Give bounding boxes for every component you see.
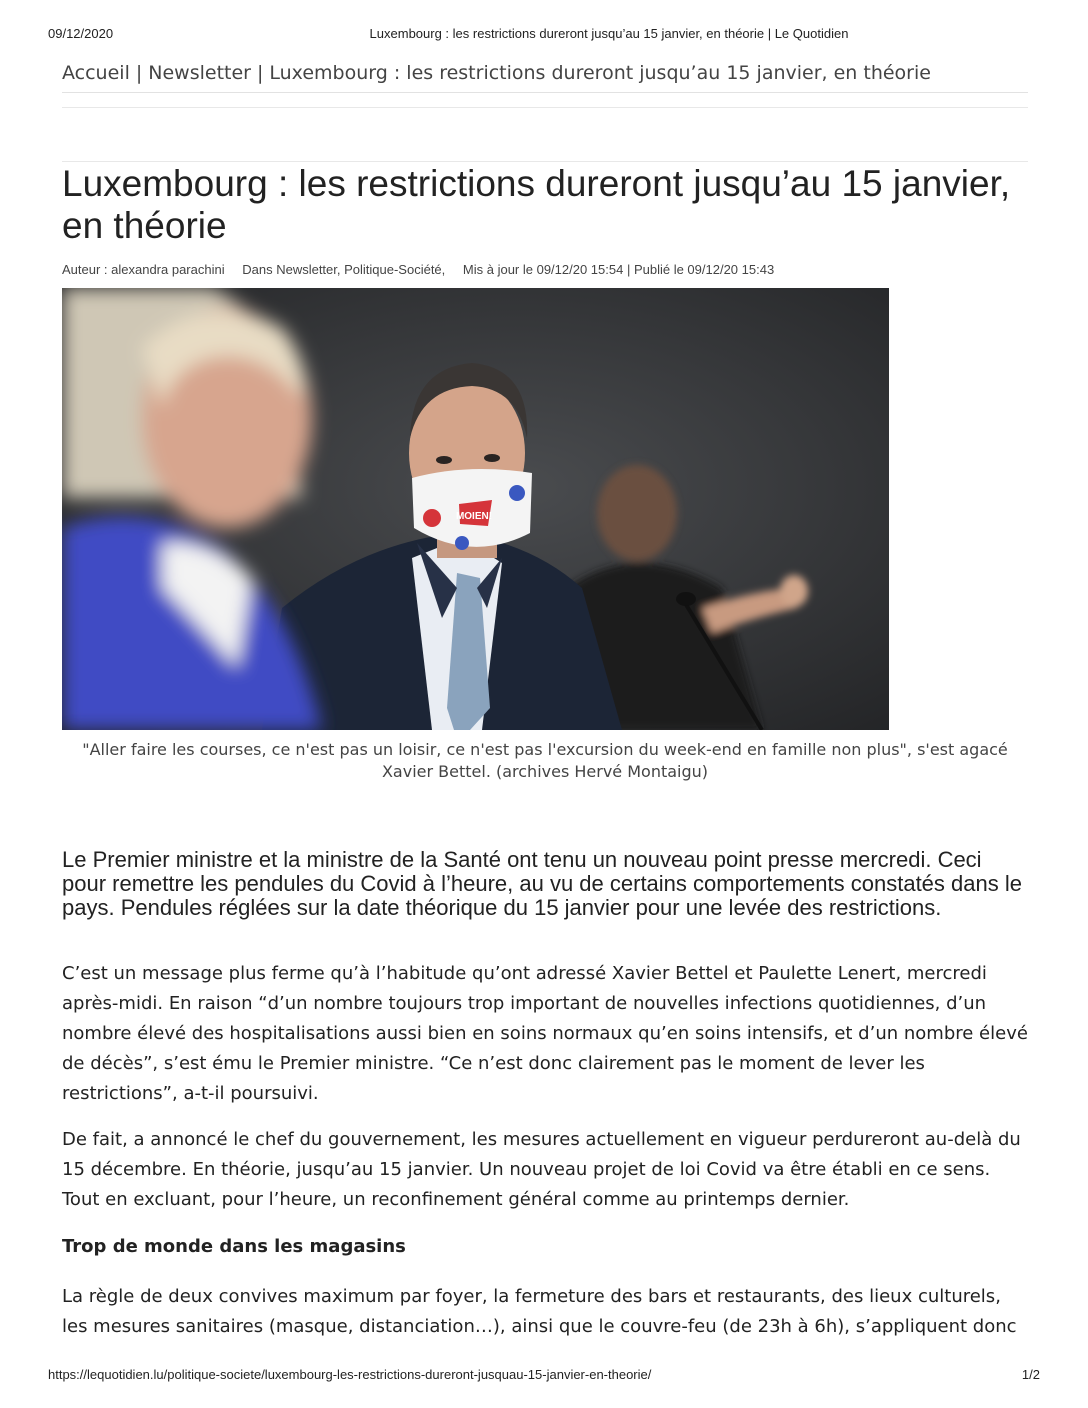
article-paragraph: C’est un message plus ferme qu’à l’habitude qu’ont adressé Xavier Bettel et Paulette Lenert, mercredi après-midi. En raison “d’un nombre toujours trop important de nouvelles infections quotidiennes, d’un nombre élevé des hospitalisations aussi bien en soins normaux qu’en soins intensifs, et d’un nombre élevé de décès”, s’est ému le Premier ministre. “Ce n’est donc clairement pas le moment de lever les restrictions”, a-t-il poursuivi. [62,963,1028,1104]
press-conference-photo [62,288,889,730]
breadcrumb-separator: | [135,62,143,84]
breadcrumb-separator: | [256,62,264,84]
breadcrumb [62,62,1028,93]
breadcrumb-newsletter-link[interactable]: Newsletter [148,62,251,84]
mask-print: MOIEN! [455,511,493,522]
page-count: 1/2 [1021,1367,1040,1382]
photo-caption: "Aller faire les courses, ce n'est pas un loisir, ce n'est pas l'excursion du week-end en famille non plus", s'est agacé Xavier Bettel. (archives Hervé Montaigu) [82,740,1008,781]
article-photo [62,288,889,730]
print-header [0,26,1088,46]
divider [62,107,1028,108]
breadcrumb-home-link[interactable]: Accueil [62,62,130,84]
article-paragraph: La règle de deux convives maximum par foyer, la fermeture des bars et restaurants, des lieux culturels, les mesures sanitaires (masque, distanciation…), ainsi que le couvre-feu (de 23h à 6h), s’appliquent donc [62,1286,1017,1337]
print-date: 09/12/2020 [48,26,114,41]
print-url: https://lequotidien.lu/politique-societe/luxembourg-les-restrictions-dureront-jusquau-15-janvier-en-theorie/ [48,1367,652,1382]
article-meta [62,262,1028,277]
article-subheading: Trop de monde dans les magasins [62,1236,406,1257]
article-title: Luxembourg : les restrictions dureront jusqu’au 15 janvier, en théorie [62,163,1011,246]
divider [62,161,1028,162]
print-page-title: Luxembourg : les restrictions dureront jusqu’au 15 janvier, en théorie | Le Quotidien [369,26,849,41]
article-paragraph: De fait, a annoncé le chef du gouvernement, les mesures actuellement en vigueur perdureront au-delà du 15 décembre. En théorie, jusqu’au 15 janvier. Un nouveau projet de loi Covid va être établi en ce sens. Tout en excluant, pour l’heure, un reconfinement général comme au printemps dernier. [62,1129,1021,1210]
article-author: Auteur : alexandra parachini [62,262,225,277]
article-lead: Le Premier ministre et la ministre de la Santé ont tenu un nouveau point presse mercredi. Ceci pour remettre les pendules du Covid à l’heure, au vu de certains comportements constatés dans le pays. Pendules réglées sur la date théorique du 15 janvier pour une levée des restrictions. [62,847,1022,920]
breadcrumb-current: Luxembourg : les restrictions dureront jusqu’au 15 janvier, en théorie [269,62,931,84]
article-categories: Dans Newsletter, Politique-Société, [242,262,446,277]
article-dates: Mis à jour le 09/12/20 15:54 | Publié le 09/12/20 15:43 [462,262,775,277]
